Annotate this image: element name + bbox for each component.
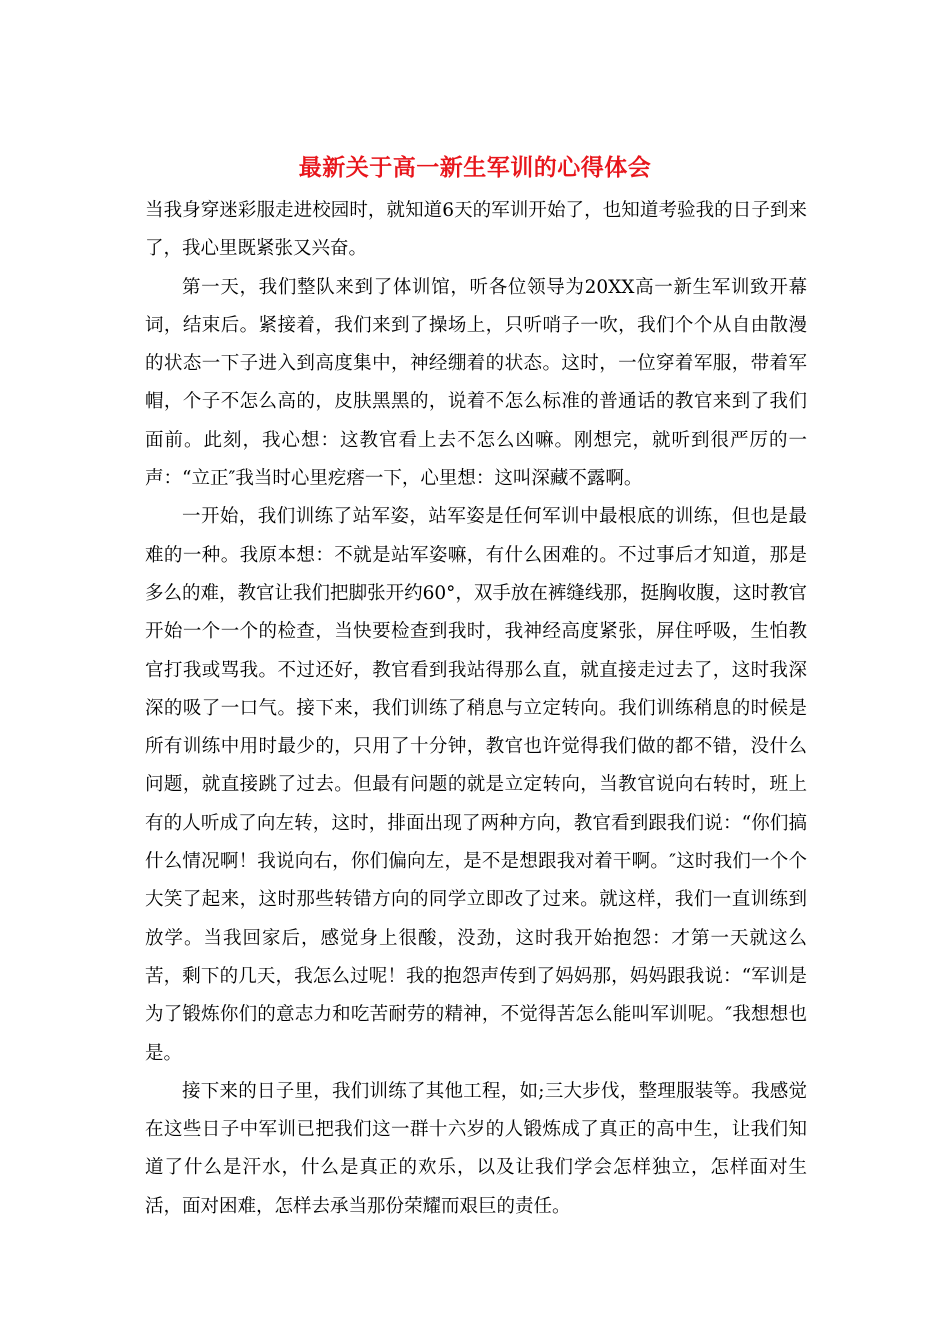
paragraph-intro: 当我身穿迷彩服走进校园时，就知道6天的军训开始了，也知道考验我的日子到来了，我心里既紧张又兴奋。 [145,200,807,260]
paragraph-conclusion: 接下来的日子里，我们训练了其他工程，如;三大步伐，整理服装等。我感觉在这些日子中军训已把我们这一群十六岁的人锻炼成了真正的高中生，让我们知道了什么是汗水，什么是真正的欢乐，以及让我们学会怎样独立，怎样面对生活，面对困难，怎样去承当那份荣耀而艰巨的责任。 [145,1080,807,1217]
document-body [145,192,807,1226]
paragraph-first-day: 第一天，我们整队来到了体训馆，听各位领导为20XX高一新生军训致开幕词，结束后。紧接着，我们来到了操场上，只听哨子一吹，我们个个从自由散漫的状态一下子进入到高度集中，神经绷着的状态。这时，一位穿着军服，带着军帽，个子不怎么高的，皮肤黑黑的，说着不怎么标准的普通话的教官来到了我们面前。此刻，我心想：这教官看上去不怎么凶嘛。刚想完，就听到很严厉的一声：“立正″我当时心里疙瘩一下，心里想：这叫深藏不露啊。 [145,276,807,490]
paragraph-training: 一开始，我们训练了站军姿，站军姿是任何军训中最根底的训练，但也是最难的一种。我原本想：不就是站军姿嘛，有什么困难的。不过事后才知道，那是多么的难，教官让我们把脚张开约60°，双手放在裤缝线那，挺胸收腹，这时教官开始一个一个的检查，当快要检查到我时，我神经高度紧张，屏住呼吸，生怕教官打我或骂我。不过还好，教官看到我站得那么直，就直接走过去了，这时我深深的吸了一口气。接下来，我们训练了稍息与立定转向。我们训练稍息的时候是所有训练中用时最少的，只用了十分钟，教官也许觉得我们做的都不错，没什么问题，就直接跳了过去。但最有问题的就是立定转向，当教官说向右转时，班上有的人听成了向左转，这时，排面出现了两种方向，教官看到跟我们说：“你们搞什么情况啊！我说向右，你们偏向左，是不是想跟我对着干啊。″这时我们一个个大笑了起来，这时那些转错方向的同学立即改了过来。就这样，我们一直训练到放学。当我回家后，感觉身上很酸，没劲，这时我开始抱怨：才第一天就这么苦，剩下的几天，我怎么过呢！我的抱怨声传到了妈妈那，妈妈跟我说：“军训是为了锻炼你们的意志力和吃苦耐劳的精神，不觉得苦怎么能叫军训呢。″我想想也是。 [145,506,807,1064]
document-title: 最新关于高一新生军训的心得体会 [298,155,652,181]
